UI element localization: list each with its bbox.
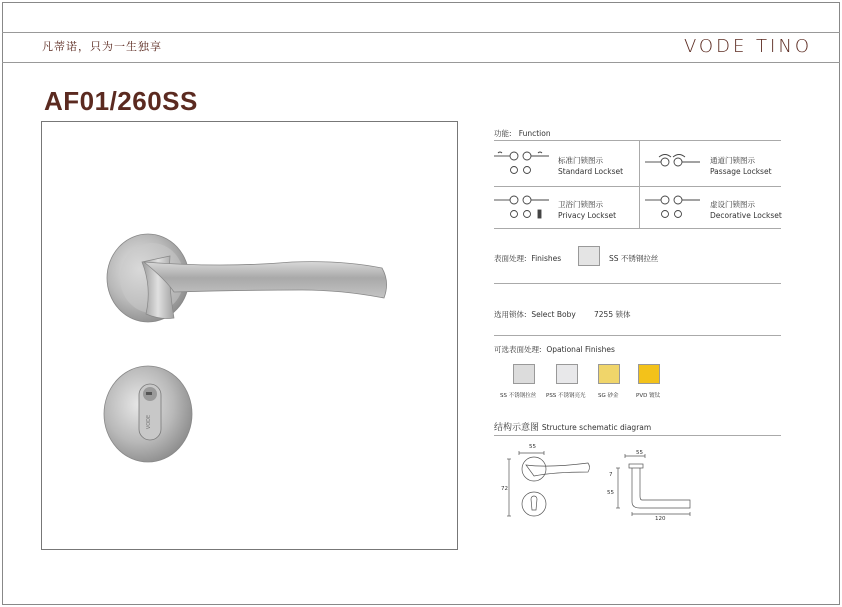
passage-lockset-icon xyxy=(645,148,705,178)
swatch-pss xyxy=(556,364,578,384)
swatch-ss xyxy=(513,364,535,384)
finish-swatch xyxy=(578,246,600,266)
standard-lockset-icon xyxy=(494,148,554,178)
dim-offset-7: 7 xyxy=(609,472,613,478)
header-bottom-rule xyxy=(2,62,840,63)
product-photo xyxy=(41,121,458,550)
finishes-rule xyxy=(494,283,781,284)
decorative-lockset-icon xyxy=(645,192,705,222)
function-rule-mid xyxy=(494,186,781,187)
finishes-label: 表面处理: Finishes xyxy=(494,254,562,263)
swatch-sg-label: SG 砂金 xyxy=(598,393,619,399)
header-top-rule xyxy=(2,32,840,33)
structure-diagram xyxy=(494,448,714,524)
swatch-pvd xyxy=(638,364,660,384)
finish-value: SS 不锈钢拉丝 xyxy=(609,254,659,263)
privacy-lockset-icon xyxy=(494,192,554,222)
dim-length-120: 120 xyxy=(655,516,666,522)
function-rule-top xyxy=(494,140,781,141)
handle-illustration xyxy=(42,122,457,549)
structure-rule xyxy=(494,435,781,436)
select-body-label: 选用锁体: Select Boby xyxy=(494,310,576,319)
swatch-sg xyxy=(598,364,620,384)
dim-height-72: 72 xyxy=(501,486,508,492)
select-body-value: 7255 锁体 xyxy=(594,310,631,319)
passage-lockset: 通道门锁图示 Passage Lockset xyxy=(710,156,772,176)
swatch-ss-label: SS 不锈钢拉丝 xyxy=(500,393,537,399)
structure-title: 结构示意图 Structure schematic diagram xyxy=(494,423,652,433)
function-divider xyxy=(639,140,640,228)
slogan: 凡蒂诺，只为一生独享 xyxy=(42,40,162,53)
optional-finishes-label: 可选表面处理: Opational Finishes xyxy=(494,345,615,354)
dim-rose-width-side: 55 xyxy=(636,450,643,456)
brand-logo: VODE TINO xyxy=(683,36,812,57)
privacy-lockset: 卫浴门锁图示 Privacy Lockset xyxy=(558,200,617,220)
product-model: AF01/260SS xyxy=(44,86,198,116)
dim-depth-55: 55 xyxy=(607,490,614,496)
svg-text:VODE: VODE xyxy=(146,414,152,430)
function-rule-bottom xyxy=(494,228,781,229)
standard-lockset: 标准门锁图示 Standard Lockset xyxy=(558,156,624,176)
dim-rose-width: 55 xyxy=(529,444,536,450)
swatch-pss-label: PSS 不锈钢亮光 xyxy=(546,393,586,399)
decorative-lockset: 虚设门锁图示 Decorative Lockset xyxy=(710,200,782,220)
swatch-pvd-label: PVD 镀钛 xyxy=(636,393,661,399)
function-label: 功能: Function xyxy=(494,129,551,138)
select-body-rule xyxy=(494,335,781,336)
